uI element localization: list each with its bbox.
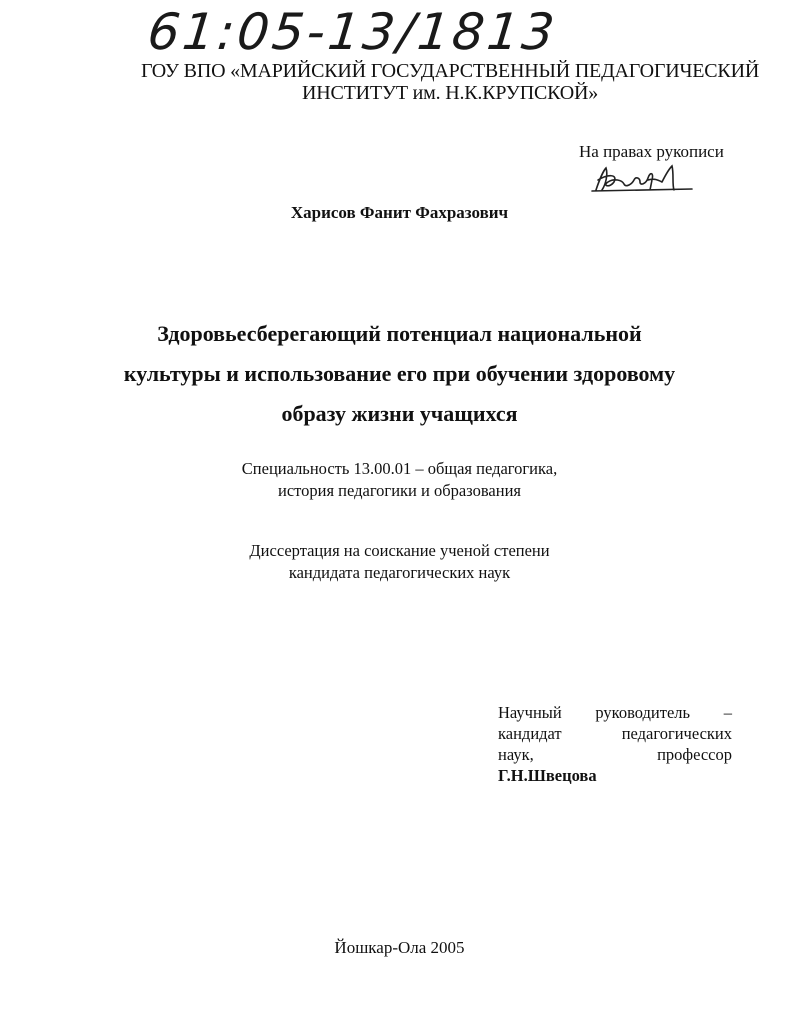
advisor-line-2: кандидат педагогических [498, 724, 732, 743]
title-line-3: образу жизни учащихся [281, 401, 518, 426]
advisor-line-1: Научный руководитель – [498, 703, 732, 722]
institution-line-1: ГОУ ВПО «МАРИЙСКИЙ ГОСУДАРСТВЕННЫЙ ПЕДАГОГИЧЕСКИЙ [140, 60, 760, 82]
degree-line-1: Диссертация на соискание ученой степени [249, 541, 550, 560]
scientific-advisor [498, 702, 732, 786]
specialty-line-1: Специальность 13.00.01 – общая педагогика, [241, 459, 558, 478]
specialty-line-2: история педагогики и образования [277, 481, 521, 500]
author-name: Харисов Фанит Фахразович [290, 203, 509, 222]
advisor-name: Г.Н.Швецова [498, 766, 597, 785]
dissertation-title [0, 314, 799, 434]
title-line-2: культуры и использование его при обучении здоровому [123, 361, 676, 386]
specialty [0, 458, 799, 502]
handwritten-signature [588, 160, 698, 194]
title-line-1: Здоровьесберегающий потенциал национальной [157, 321, 642, 346]
institution-line-2: ИНСТИТУТ им. Н.К.КРУПСКОЙ» [301, 82, 599, 104]
institution-name [120, 60, 780, 104]
degree-statement [0, 540, 799, 584]
handwritten-catalog-number: 61:05-13/1813 [144, 3, 560, 61]
degree-line-2: кандидата педагогических наук [288, 563, 511, 582]
advisor-line-3: наук, профессор [498, 745, 732, 764]
manuscript-rights-label: На правах рукописи [579, 142, 724, 161]
city-and-year: Йошкар-Ола 2005 [334, 938, 465, 957]
